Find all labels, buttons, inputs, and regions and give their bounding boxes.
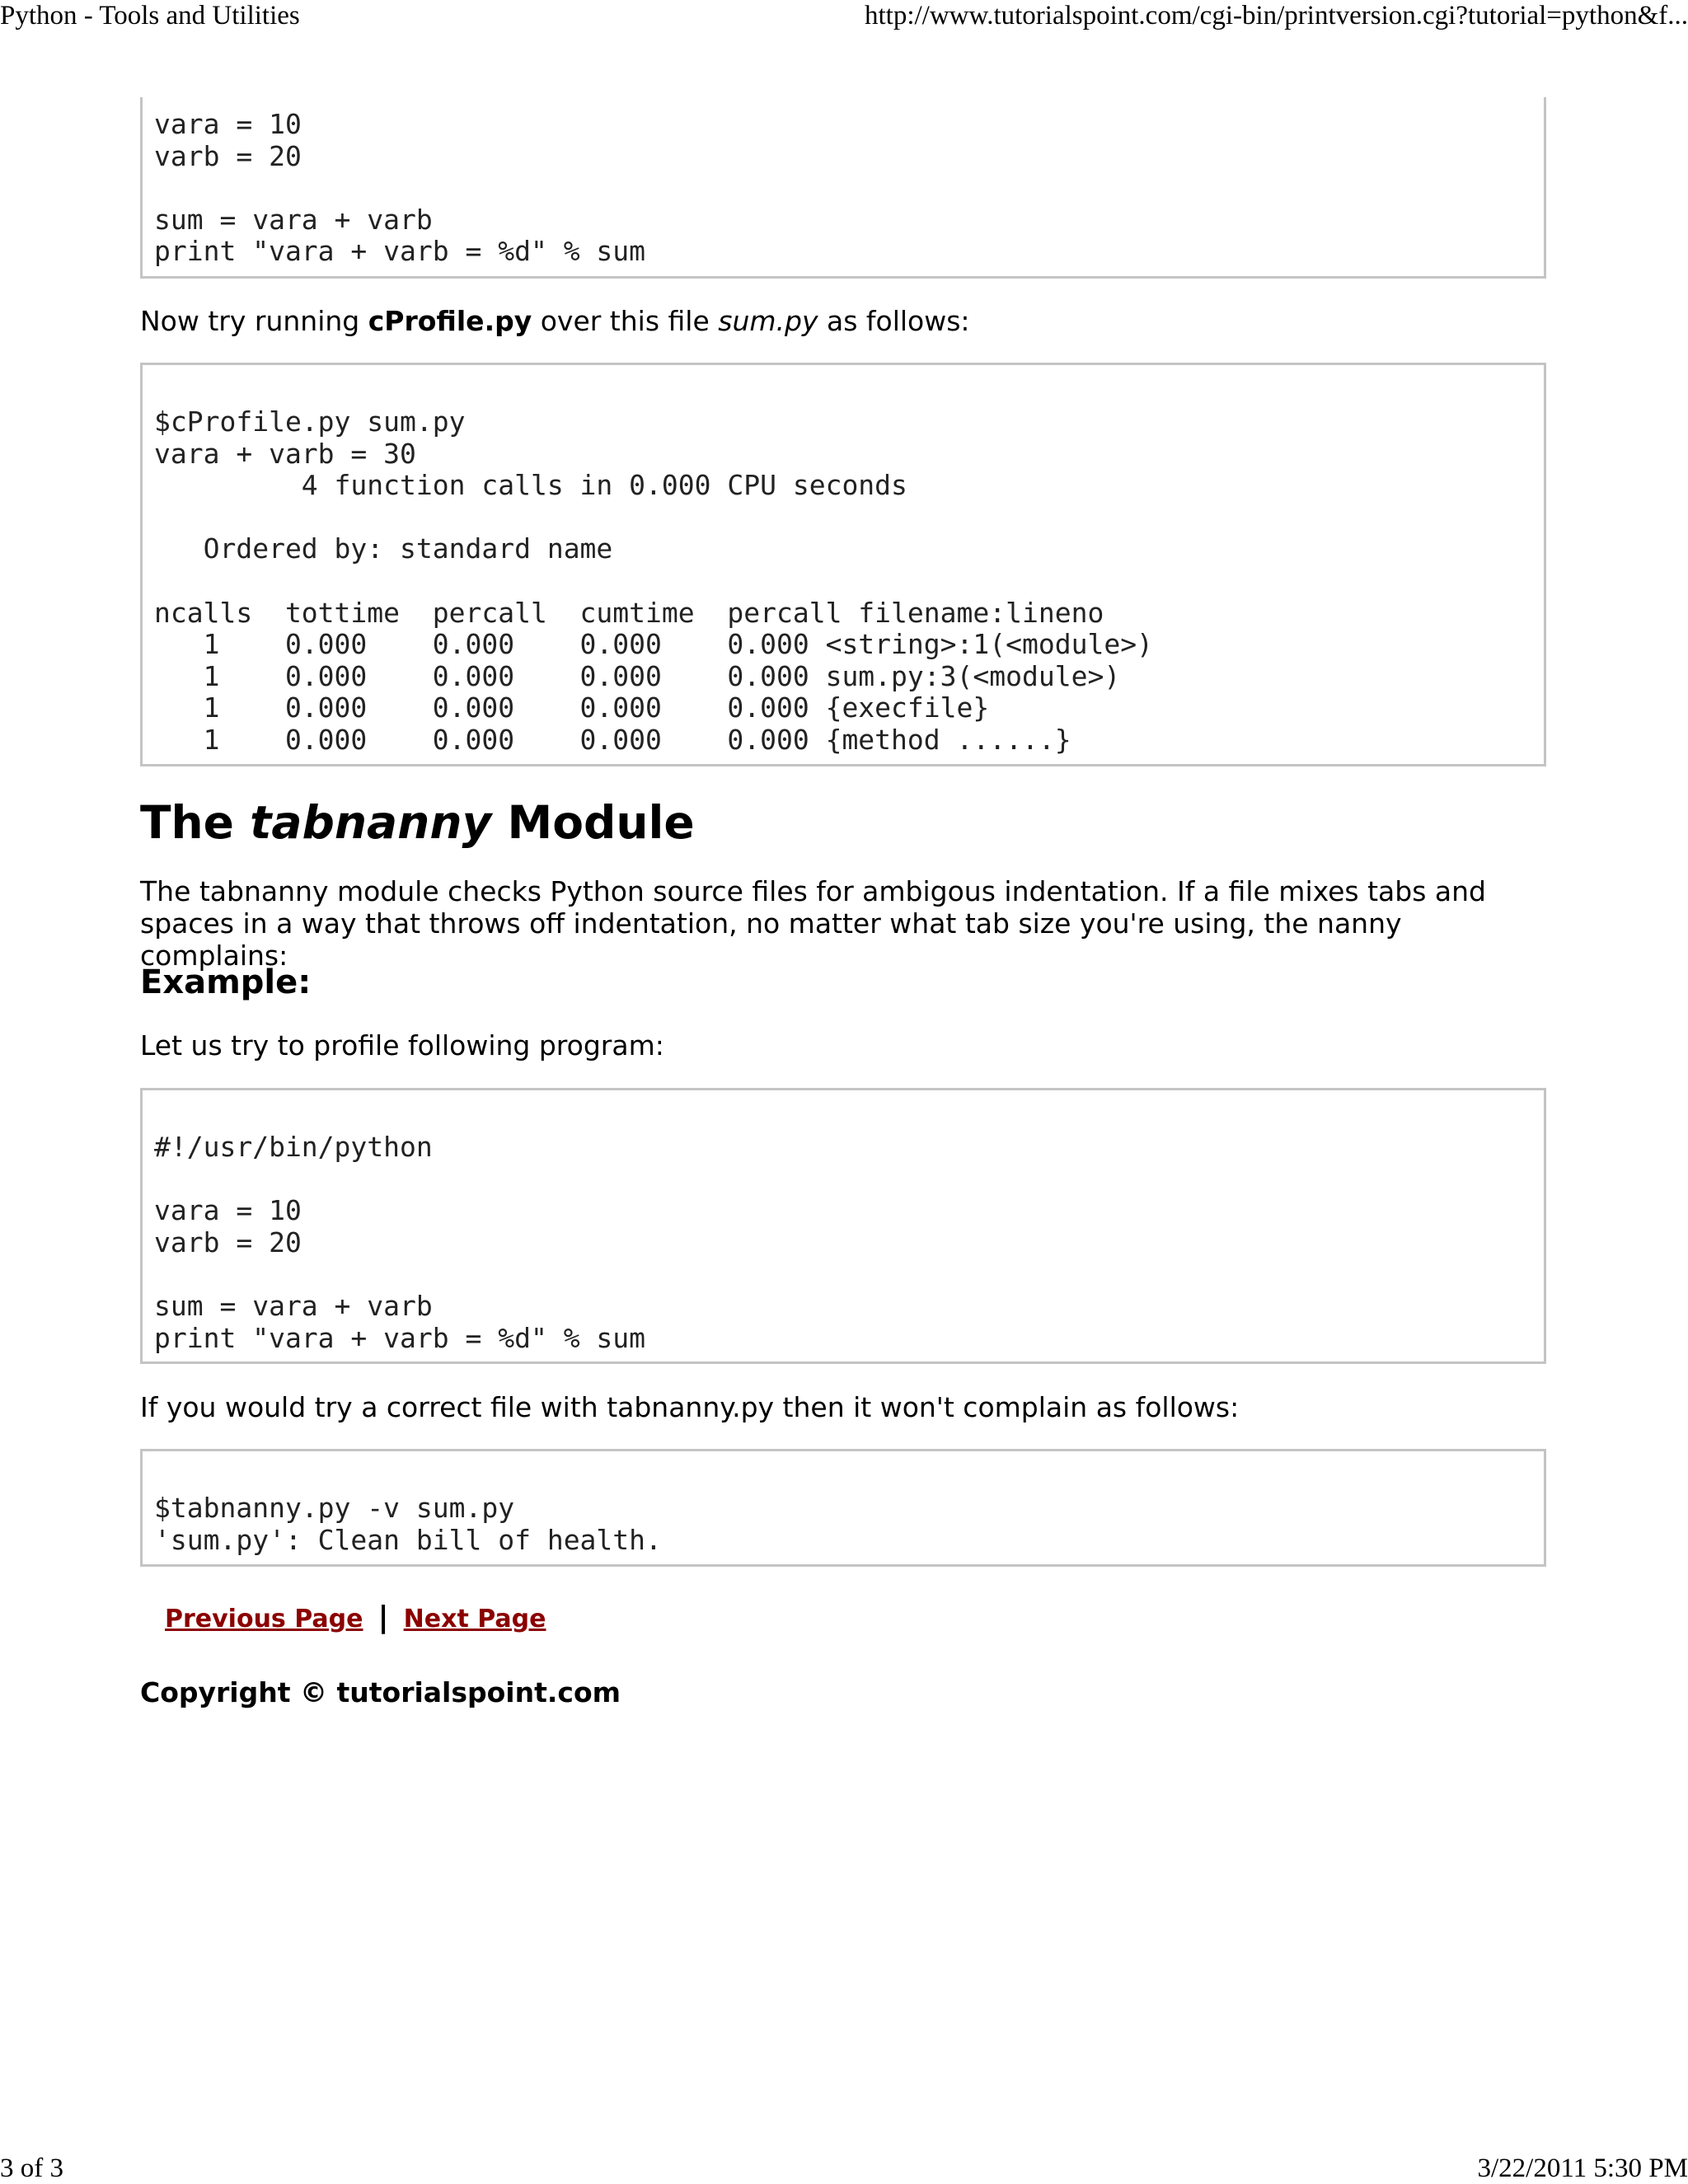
page-header-url: http://www.tutorialspoint.com/cgi-bin/printversion.cgi?tutorial=python&f... <box>865 1 1688 30</box>
italic-text: sum.py <box>718 305 818 337</box>
next-page-link[interactable]: Next Page <box>403 1605 546 1633</box>
code-block-program <box>140 1088 1546 1364</box>
nav-separator: | <box>377 1601 389 1634</box>
page-number: 3 of 3 <box>0 2154 63 2183</box>
code-block-sum <box>140 97 1546 279</box>
code-block-tabnanny-output <box>140 1449 1546 1567</box>
text: as follows: <box>818 305 970 337</box>
text: over this file <box>532 305 719 337</box>
paragraph-correct-file: If you would try a correct file with tabnanny.py then it won't complain as follows: <box>140 1391 1240 1423</box>
code-text: $cProfile.py sum.py vara + varb = 30 4 function calls in 0.000 CPU seconds Ordered by: standard name ncalls tottime percall cumtime percall filename:lineno 1 0.000 0.000 0.000 0.000 <string>:1(<module>) 1 0.000 0.000 0.000 0.000 sum.py:3(<module>) 1 0.000 0.000 0.000 0.000 {execfile} 1 0.000 0.000 0.000 0.000 {method ......} <box>154 405 1153 756</box>
heading-text: The <box>140 796 251 849</box>
paragraph-profile-program: Let us try to profile following program: <box>140 1029 664 1062</box>
code-text: vara = 10 varb = 20 sum = vara + varb print "vara + varb = %d" % sum <box>154 108 646 268</box>
paragraph-tabnanny-description: The tabnanny module checks Python source files for ambigous indentation. If a file mixes tabs and spaces in a way that throws off indentation, no matter what tab size you're using, the nanny complains: <box>140 875 1486 972</box>
code-block-cprofile-output <box>140 363 1546 766</box>
bold-text: cProfile.py <box>368 305 532 337</box>
text: Now try running <box>140 305 368 337</box>
copyright-notice: Copyright © tutorialspoint.com <box>140 1676 621 1708</box>
heading-italic: tabnanny <box>250 796 492 849</box>
heading-text: Module <box>491 796 695 849</box>
example-heading: Example: <box>140 963 312 1001</box>
section-heading-tabnanny <box>140 795 695 850</box>
print-datetime: 3/22/2011 5:30 PM <box>1477 2154 1688 2183</box>
code-text: $tabnanny.py -v sum.py 'sum.py': Clean bill of health. <box>154 1492 662 1556</box>
page-navigation <box>165 1602 546 1635</box>
previous-page-link[interactable]: Previous Page <box>165 1605 363 1633</box>
page-header-title: Python - Tools and Utilities <box>0 1 300 30</box>
code-text: #!/usr/bin/python vara = 10 varb = 20 sum = vara + varb print "vara + varb = %d" % sum <box>154 1131 646 1354</box>
paragraph-cprofile <box>140 305 1554 337</box>
